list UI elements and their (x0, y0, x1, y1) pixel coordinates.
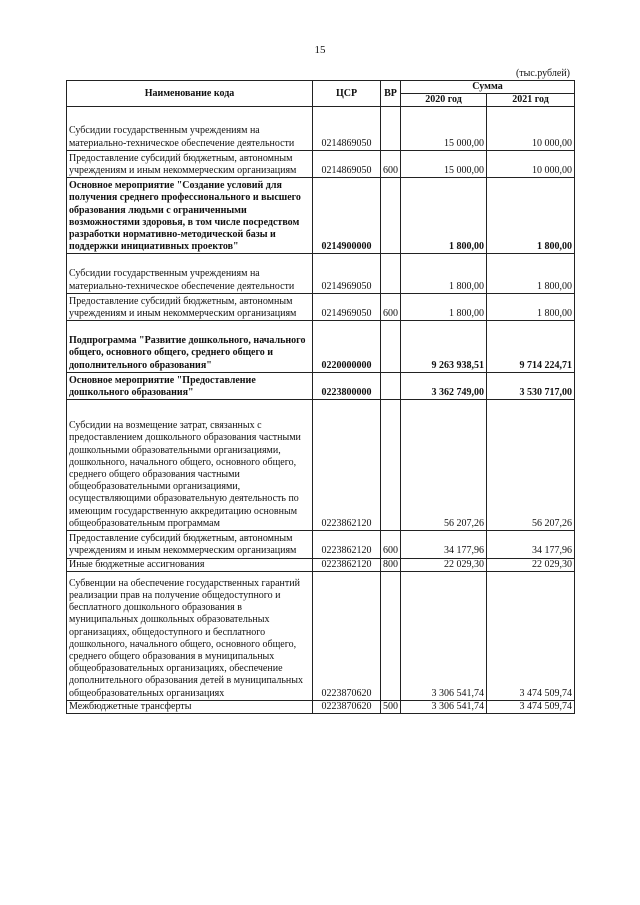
row-name: Подпрограмма "Развитие дошкольного, начального общего, основного общего, среднего общего и дополнительного образования" (67, 321, 313, 373)
header-2020: 2020 год (401, 94, 487, 107)
row-csr: 0223870620 (313, 700, 381, 713)
row-vr (381, 571, 401, 700)
row-amount-2020: 56 207,26 (401, 400, 487, 531)
row-csr: 0214869050 (313, 107, 381, 150)
table-row (67, 700, 575, 713)
row-vr: 600 (381, 150, 401, 177)
table-row (67, 254, 575, 293)
row-vr (381, 321, 401, 373)
row-amount-2021: 56 207,26 (487, 400, 575, 531)
row-amount-2021: 1 800,00 (487, 293, 575, 320)
row-csr: 0214869050 (313, 150, 381, 177)
row-name: Основное мероприятие "Предоставление дошкольного образования" (67, 372, 313, 399)
row-name: Межбюджетные трансферты (67, 700, 313, 713)
row-amount-2020: 3 306 541,74 (401, 700, 487, 713)
table-row (67, 558, 575, 571)
table-row (67, 372, 575, 399)
units-label: (тыс.рублей) (515, 68, 570, 79)
budget-table (66, 80, 575, 714)
row-csr: 0223870620 (313, 571, 381, 700)
header-2021: 2021 год (487, 94, 575, 107)
row-amount-2021: 10 000,00 (487, 107, 575, 150)
row-amount-2020: 1 800,00 (401, 254, 487, 293)
row-amount-2020: 1 800,00 (401, 178, 487, 254)
table-row (67, 150, 575, 177)
row-amount-2020: 34 177,96 (401, 531, 487, 558)
row-name: Субвенции на обеспечение государственных гарантий реализации прав на получение общедоступного и бесплатного дошкольного образования в муниципальных дошкольных образовательных организациях, общедоступного и бесплатного дошкольного, начального общего, основного общего, среднего общего образования в муниципальных общеобразовательных организациях, обеспечение дополнительного образования детей в муниципальных общеобразовательных организациях (67, 571, 313, 700)
row-vr (381, 254, 401, 293)
row-vr: 600 (381, 293, 401, 320)
row-amount-2021: 1 800,00 (487, 254, 575, 293)
table-row (67, 400, 575, 531)
row-csr: 0223862120 (313, 400, 381, 531)
row-vr (381, 400, 401, 531)
row-amount-2021: 3 474 509,74 (487, 700, 575, 713)
row-vr: 600 (381, 531, 401, 558)
row-name: Иные бюджетные ассигнования (67, 558, 313, 571)
row-amount-2020: 3 362 749,00 (401, 372, 487, 399)
row-csr: 0214900000 (313, 178, 381, 254)
row-amount-2021: 3 530 717,00 (487, 372, 575, 399)
row-csr: 0214969050 (313, 254, 381, 293)
row-amount-2020: 9 263 938,51 (401, 321, 487, 373)
row-vr (381, 107, 401, 150)
row-amount-2021: 22 029,30 (487, 558, 575, 571)
row-amount-2020: 22 029,30 (401, 558, 487, 571)
row-amount-2021: 1 800,00 (487, 178, 575, 254)
row-amount-2020: 1 800,00 (401, 293, 487, 320)
row-csr: 0223862120 (313, 531, 381, 558)
row-vr (381, 372, 401, 399)
row-amount-2020: 15 000,00 (401, 107, 487, 150)
header-vr: ВР (381, 81, 401, 107)
table-row (67, 571, 575, 700)
header-csr: ЦСР (313, 81, 381, 107)
row-vr: 500 (381, 700, 401, 713)
row-amount-2021: 34 177,96 (487, 531, 575, 558)
row-name: Предоставление субсидий бюджетным, автономным учреждениям и иным некоммерческим организациям (67, 150, 313, 177)
table-row (67, 293, 575, 320)
row-name: Субсидии на возмещение затрат, связанных с предоставлением дошкольного образования частными дошкольными образовательными организациями, дошкольного, начального общего, основного общего, среднего общего образования частными общеобразовательными организациями, осуществляющими образовательную деятельность по имеющим государственную аккредитацию основным общеобразовательным программам (67, 400, 313, 531)
row-amount-2020: 3 306 541,74 (401, 571, 487, 700)
row-amount-2021: 10 000,00 (487, 150, 575, 177)
header-sum: Сумма (401, 81, 575, 94)
row-name: Основное мероприятие "Создание условий для получения среднего профессионального и высшего образования людьми с ограниченными возможностями здоровья, в том числе посредством разработки нормативно-методической базы и поддержки инициативных проектов" (67, 178, 313, 254)
row-csr: 0220000000 (313, 321, 381, 373)
row-name: Субсидии государственным учреждениям на материально-техническое обеспечение деятельности (67, 107, 313, 150)
row-name: Предоставление субсидий бюджетным, автономным учреждениям и иным некоммерческим организациям (67, 531, 313, 558)
row-amount-2021: 9 714 224,71 (487, 321, 575, 373)
row-vr: 800 (381, 558, 401, 571)
table-row (67, 531, 575, 558)
row-vr (381, 178, 401, 254)
row-csr: 0223800000 (313, 372, 381, 399)
row-name: Предоставление субсидий бюджетным, автономным учреждениям и иным некоммерческим организациям (67, 293, 313, 320)
header-name: Наименование кода (67, 81, 313, 107)
table-row (67, 321, 575, 373)
page-number: 15 (314, 44, 326, 56)
row-csr: 0214969050 (313, 293, 381, 320)
row-amount-2020: 15 000,00 (401, 150, 487, 177)
table-row (67, 107, 575, 150)
row-csr: 0223862120 (313, 558, 381, 571)
row-name: Субсидии государственным учреждениям на материально-техническое обеспечение деятельности (67, 254, 313, 293)
table-row (67, 178, 575, 254)
row-amount-2021: 3 474 509,74 (487, 571, 575, 700)
